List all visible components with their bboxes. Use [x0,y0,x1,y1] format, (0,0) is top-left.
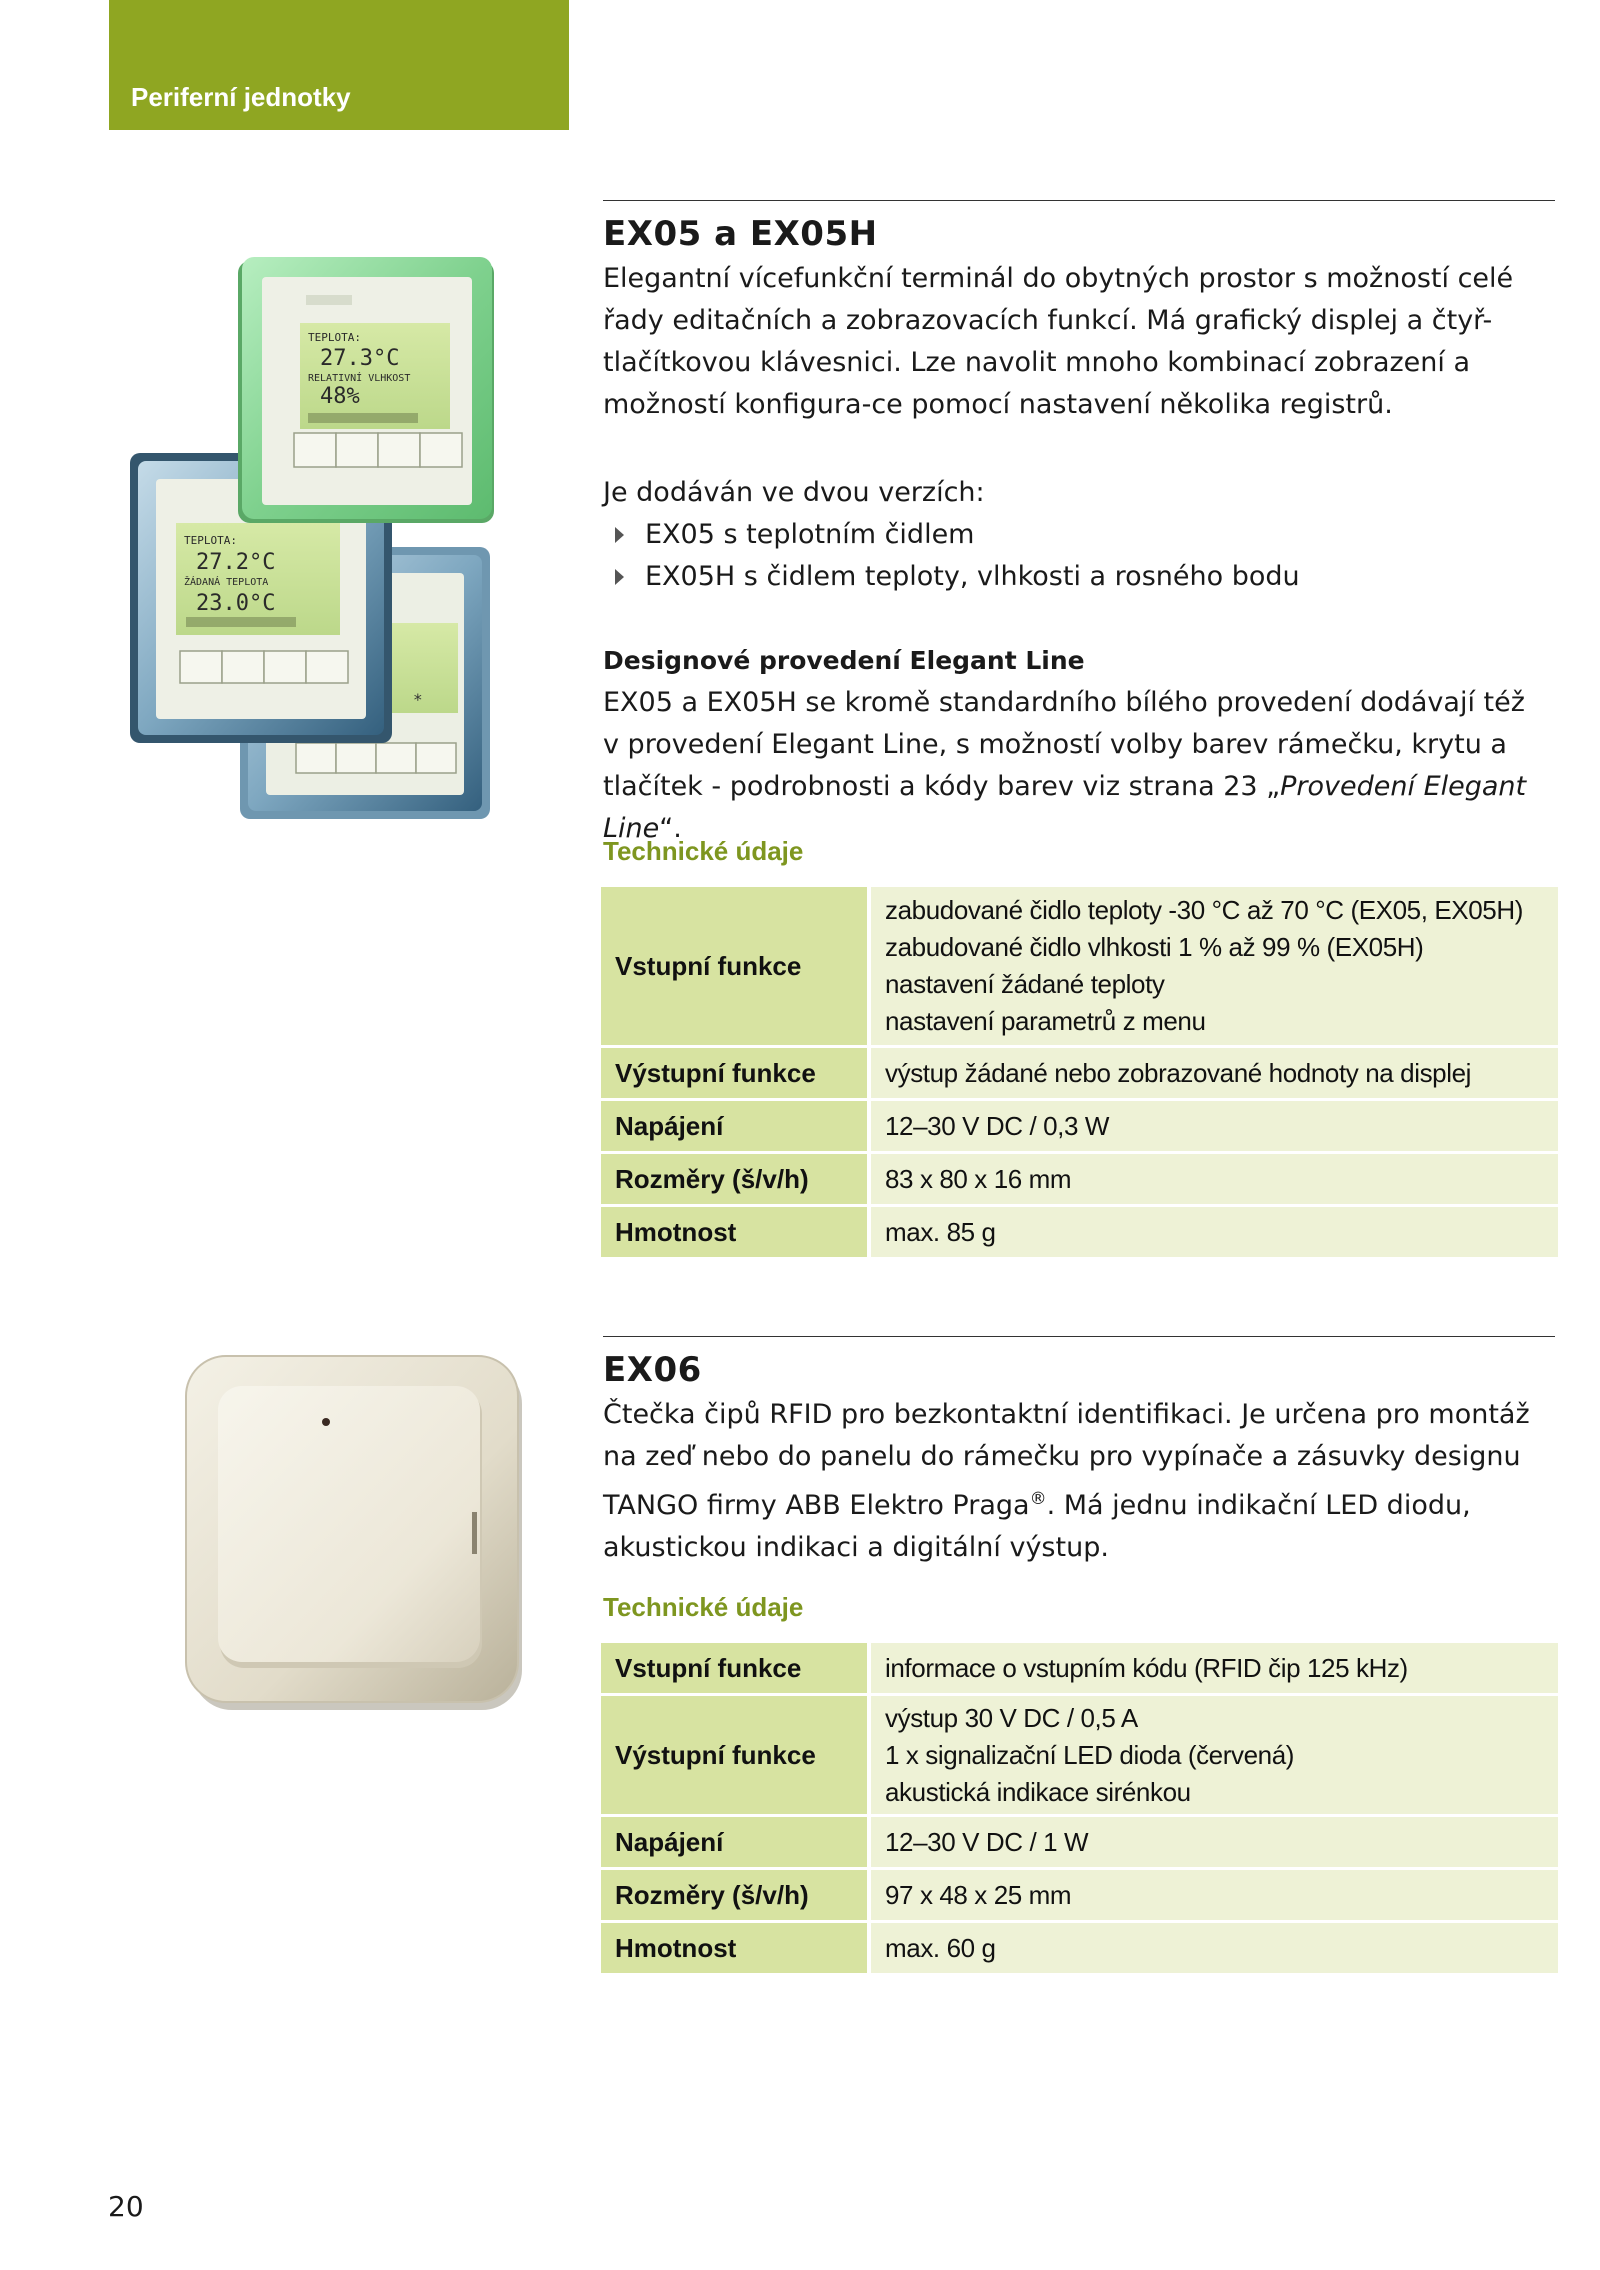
ex06-spec-table [601,1640,1558,1976]
display-1-line3: RELATIVNÍ VLHKOST [308,373,411,384]
table-row [601,1817,1558,1867]
ex05-design-text: EX05 a EX05H se kromě standardního bílého provedení dodávají též v provedení Elegant Line, s možností volby barev rámečku, krytu a tlačítek - podrobnosti a kódy barev viz strana 23 „Provedení Elegant Line“. [603,687,1527,844]
ex06-product-image [184,1352,528,1714]
table-row [601,1101,1558,1151]
display-2-line4: 23.0°C [196,591,276,616]
ex05-product-image [128,255,540,825]
display-2-line1: TEPLOTA: [184,534,237,547]
spec-value: výstup žádané nebo zobrazované hodnoty na displej [871,1048,1558,1098]
section-title: Periferní jednotky [131,82,351,112]
ex05-unit-front [238,257,494,523]
table-row [601,1923,1558,1973]
display-1-line2: 27.3°C [320,346,400,371]
ex06-tech-title: Technické údaje [603,1592,804,1622]
ex06-description: Čtečka čipů RFID pro bezkontaktní identifikaci. Je určena pro montáž na zeď nebo do panelu do rámečku pro vypínače a zásuvky designu TANGO firmy ABB Elektro Praga®. Má jednu indikační LED diodu, akustickou indikaci a digitální výstup. [603,1399,1530,1563]
design-link-text: Provedení Elegant Line [603,771,1527,844]
spec-value: zabudované čidlo teploty -30 °C až 70 °C (EX05, EX05H) zabudované čidlo vlhkosti 1 % až 99 % (EX05H) nastavení žádané teploty nastavení parametrů z menu [871,887,1558,1045]
table-row [601,1154,1558,1204]
ex05-design-title: Designové provedení Elegant Line [603,646,1085,675]
spec-key: Rozměry (š/v/h) [601,1154,871,1204]
ex06-divider [603,1336,1555,1337]
ex05-spec-table [601,884,1558,1260]
section-tab [109,0,569,130]
table-row [601,1048,1558,1098]
display-1-line4: 48% [320,384,360,409]
ex05-title: EX05 a EX05H [603,214,878,254]
ex05-divider [603,200,1555,201]
spec-value: max. 60 g [871,1923,1558,1973]
table-row [601,1696,1558,1814]
table-row [601,1643,1558,1693]
arrow-right-icon [615,569,624,585]
led-indicator-icon [322,1418,330,1426]
spec-key: Rozměry (š/v/h) [601,1870,871,1920]
spec-key: Napájení [601,1817,871,1867]
ex05-versions-intro: Je dodáván ve dvou verzích: [603,477,985,508]
display-2-line3: ŽÁDANÁ TEPLOTA [184,577,269,588]
table-row [601,1870,1558,1920]
ex05-versions-list [603,514,1300,598]
spec-value: informace o vstupním kódu (RFID čip 125 kHz) [871,1643,1558,1693]
page-number: 20 [108,2190,144,2223]
display-2-line2: 27.2°C [196,550,276,575]
ex06-title: EX06 [603,1350,702,1390]
list-item: EX05H s čidlem teploty, vlhkosti a rosného bodu [603,556,1300,598]
spec-value: max. 85 g [871,1207,1558,1257]
spec-key: Napájení [601,1101,871,1151]
spec-key: Hmotnost [601,1207,871,1257]
spec-value: 97 x 48 x 25 mm [871,1870,1558,1920]
svg-text:*: * [413,690,423,709]
table-row [601,887,1558,1045]
spec-key: Výstupní funkce [601,1048,871,1098]
spec-value: 83 x 80 x 16 mm [871,1154,1558,1204]
arrow-right-icon [615,527,624,543]
spec-value: 12–30 V DC / 0,3 W [871,1101,1558,1151]
spec-key: Vstupní funkce [601,1643,871,1693]
spec-key: Vstupní funkce [601,887,871,1045]
table-row [601,1207,1558,1257]
display-1-line1: TEPLOTA: [308,331,361,344]
list-item: EX05 s teplotním čidlem [603,514,1300,556]
ex05-tech-title: Technické údaje [603,836,804,866]
spec-value: výstup 30 V DC / 0,5 A 1 x signalizační LED dioda (červená) akustická indikace sirénkou [871,1696,1558,1814]
spec-key: Výstupní funkce [601,1696,871,1814]
spec-key: Hmotnost [601,1923,871,1973]
spec-value: 12–30 V DC / 1 W [871,1817,1558,1867]
ex05-description: Elegantní vícefunkční terminál do obytných prostor s možností celé řady editačních a zobrazovacích funkcí. Má grafický displej a čtyř-tlačítkovou klávesnici. Lze navolit mnoho kombinací zobrazení a možností konfigura-ce pomocí nastavení několika registrů. [603,263,1514,420]
